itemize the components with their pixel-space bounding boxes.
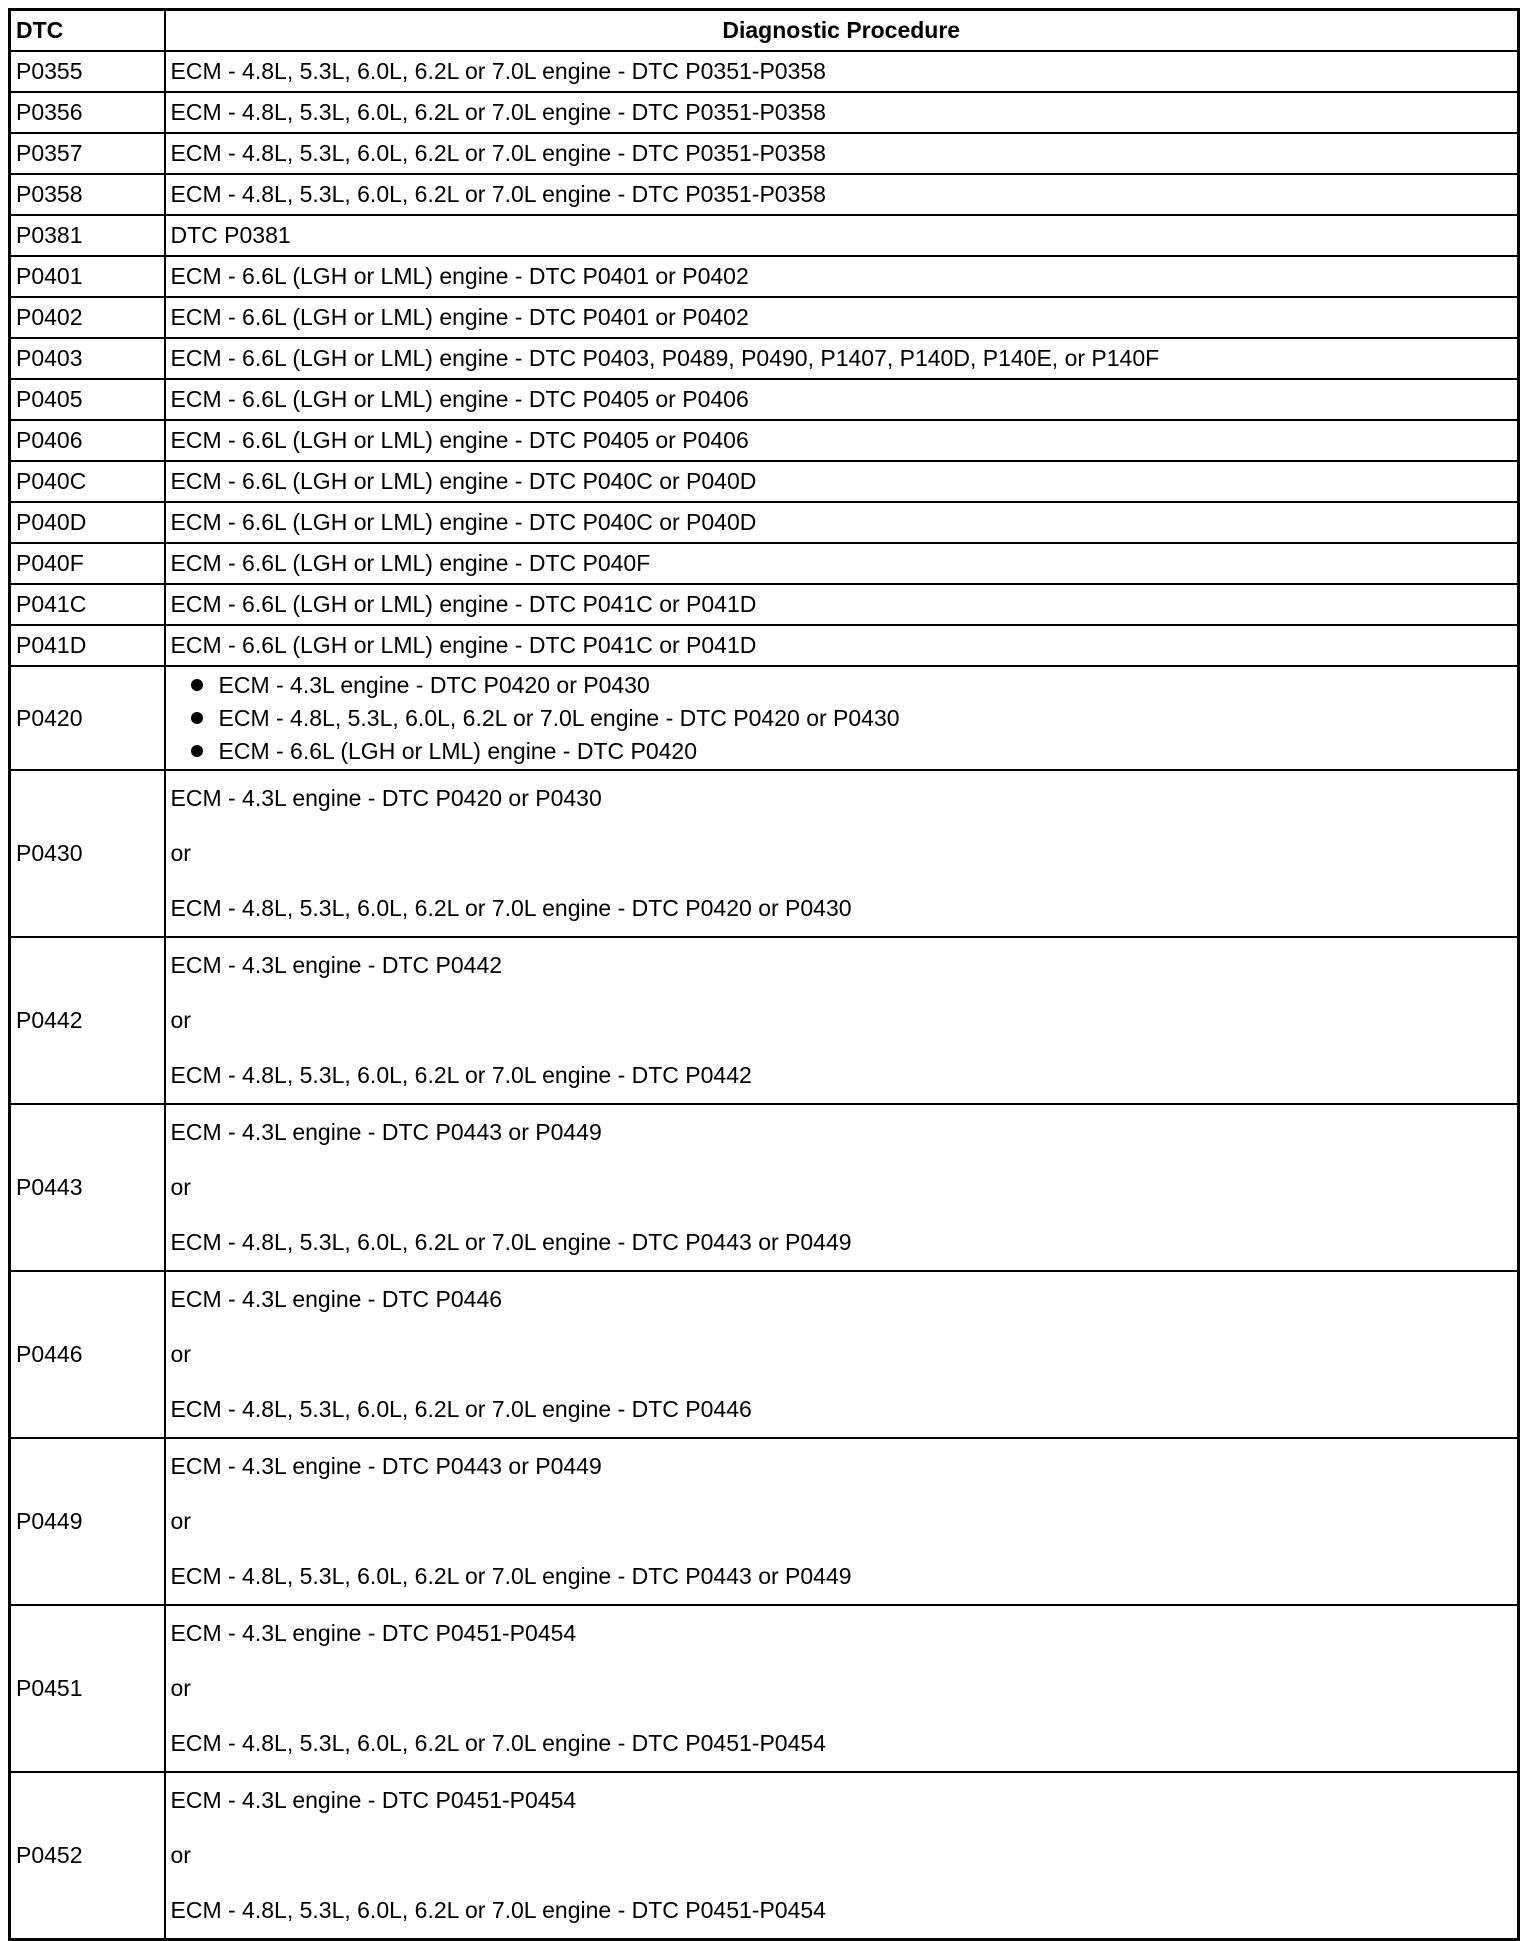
procedure-line: ECM - 4.3L engine - DTC P0451-P0454	[170, 1620, 577, 1646]
dtc-code: P0420	[10, 666, 165, 770]
procedure-line: ECM - 4.8L, 5.3L, 6.0L, 6.2L or 7.0L engine - DTC P0420 or P0430	[170, 895, 852, 921]
table-row	[10, 215, 1519, 256]
dtc-code: P0451	[10, 1605, 165, 1772]
procedure-or: or	[170, 1007, 191, 1033]
table-row	[10, 625, 1519, 666]
procedure-cell: ECM - 6.6L (LGH or LML) engine - DTC P040C or P040D	[165, 461, 1519, 502]
table-row	[10, 1271, 1519, 1438]
bullet-item: ECM - 6.6L (LGH or LML) engine - DTC P0420	[185, 735, 1513, 768]
dtc-code: P0402	[10, 297, 165, 338]
procedure-line: ECM - 4.3L engine - DTC P0446	[170, 1286, 503, 1312]
procedure-cell: ECM - 6.6L (LGH or LML) engine - DTC P0401 or P0402	[165, 256, 1519, 297]
procedure-cell	[165, 1605, 1519, 1772]
procedure-cell	[165, 666, 1519, 770]
procedure-line: ECM - 4.3L engine - DTC P0442	[170, 952, 503, 978]
dtc-code: P0381	[10, 215, 165, 256]
table-row	[10, 174, 1519, 215]
procedure-line: ECM - 4.3L engine - DTC P0443 or P0449	[170, 1453, 602, 1479]
procedure-line: ECM - 4.3L engine - DTC P0443 or P0449	[170, 1119, 602, 1145]
procedure-cell: ECM - 6.6L (LGH or LML) engine - DTC P040F	[165, 543, 1519, 584]
table-row	[10, 461, 1519, 502]
header-row	[10, 10, 1519, 52]
procedure-cell: ECM - 4.8L, 5.3L, 6.0L, 6.2L or 7.0L engine - DTC P0351-P0358	[165, 51, 1519, 92]
procedure-or: or	[170, 1675, 191, 1701]
dtc-code: P0443	[10, 1104, 165, 1271]
table-row	[10, 584, 1519, 625]
procedure-cell: ECM - 6.6L (LGH or LML) engine - DTC P0405 or P0406	[165, 420, 1519, 461]
procedure-cell: ECM - 4.8L, 5.3L, 6.0L, 6.2L or 7.0L engine - DTC P0351-P0358	[165, 174, 1519, 215]
procedure-or: or	[170, 1341, 191, 1367]
dtc-code: P0452	[10, 1772, 165, 1940]
procedure-cell	[165, 937, 1519, 1104]
table-row	[10, 937, 1519, 1104]
table-row	[10, 1772, 1519, 1940]
dtc-code: P0356	[10, 92, 165, 133]
dtc-code: P0430	[10, 770, 165, 937]
procedure-cell: ECM - 6.6L (LGH or LML) engine - DTC P0405 or P0406	[165, 379, 1519, 420]
table-row	[10, 420, 1519, 461]
table-row	[10, 666, 1519, 770]
dtc-code: P040D	[10, 502, 165, 543]
procedure-cell	[165, 770, 1519, 937]
procedure-cell: ECM - 6.6L (LGH or LML) engine - DTC P041C or P041D	[165, 584, 1519, 625]
procedure-cell	[165, 1772, 1519, 1940]
table-row	[10, 51, 1519, 92]
procedure-cell	[165, 1438, 1519, 1605]
procedure-line: ECM - 4.3L engine - DTC P0420 or P0430	[170, 785, 602, 811]
procedure-cell: ECM - 6.6L (LGH or LML) engine - DTC P040C or P040D	[165, 502, 1519, 543]
table-row	[10, 770, 1519, 937]
procedure-or: or	[170, 840, 191, 866]
procedure-line: ECM - 4.8L, 5.3L, 6.0L, 6.2L or 7.0L engine - DTC P0451-P0454	[170, 1730, 826, 1756]
dtc-code: P0358	[10, 174, 165, 215]
procedure-line: ECM - 4.8L, 5.3L, 6.0L, 6.2L or 7.0L engine - DTC P0446	[170, 1396, 752, 1422]
table-row	[10, 92, 1519, 133]
dtc-code: P0401	[10, 256, 165, 297]
procedure-cell	[165, 1271, 1519, 1438]
table-row	[10, 502, 1519, 543]
procedure-bullet-list	[171, 669, 1513, 768]
dtc-code: P0406	[10, 420, 165, 461]
procedure-cell: ECM - 4.8L, 5.3L, 6.0L, 6.2L or 7.0L engine - DTC P0351-P0358	[165, 92, 1519, 133]
table-row	[10, 1104, 1519, 1271]
procedure-cell: ECM - 6.6L (LGH or LML) engine - DTC P041C or P041D	[165, 625, 1519, 666]
dtc-code: P040F	[10, 543, 165, 584]
dtc-code: P0449	[10, 1438, 165, 1605]
procedure-or: or	[170, 1842, 191, 1868]
procedure-cell: ECM - 6.6L (LGH or LML) engine - DTC P0401 or P0402	[165, 297, 1519, 338]
table-row	[10, 256, 1519, 297]
dtc-code: P0403	[10, 338, 165, 379]
dtc-code: P0442	[10, 937, 165, 1104]
dtc-code: P0355	[10, 51, 165, 92]
bullet-item: ECM - 4.3L engine - DTC P0420 or P0430	[185, 669, 1513, 702]
header-procedure: Diagnostic Procedure	[165, 10, 1519, 52]
procedure-line: ECM - 4.8L, 5.3L, 6.0L, 6.2L or 7.0L engine - DTC P0443 or P0449	[170, 1563, 852, 1589]
procedure-or: or	[170, 1174, 191, 1200]
procedure-line: ECM - 4.3L engine - DTC P0451-P0454	[170, 1787, 577, 1813]
dtc-code: P041C	[10, 584, 165, 625]
table-row	[10, 1605, 1519, 1772]
table-row	[10, 338, 1519, 379]
procedure-or: or	[170, 1508, 191, 1534]
procedure-line: ECM - 4.8L, 5.3L, 6.0L, 6.2L or 7.0L engine - DTC P0451-P0454	[170, 1897, 826, 1923]
table-row	[10, 543, 1519, 584]
procedure-cell: ECM - 4.8L, 5.3L, 6.0L, 6.2L or 7.0L engine - DTC P0351-P0358	[165, 133, 1519, 174]
dtc-code: P0405	[10, 379, 165, 420]
procedure-cell: DTC P0381	[165, 215, 1519, 256]
dtc-code: P041D	[10, 625, 165, 666]
dtc-table	[8, 8, 1520, 1941]
table-row	[10, 1438, 1519, 1605]
procedure-line: ECM - 4.8L, 5.3L, 6.0L, 6.2L or 7.0L engine - DTC P0443 or P0449	[170, 1229, 852, 1255]
bullet-item: ECM - 4.8L, 5.3L, 6.0L, 6.2L or 7.0L engine - DTC P0420 or P0430	[185, 702, 1513, 735]
table-row	[10, 379, 1519, 420]
procedure-cell: ECM - 6.6L (LGH or LML) engine - DTC P0403, P0489, P0490, P1407, P140D, P140E, or P140F	[165, 338, 1519, 379]
table-row	[10, 297, 1519, 338]
table-row	[10, 133, 1519, 174]
dtc-code: P0446	[10, 1271, 165, 1438]
header-dtc: DTC	[10, 10, 165, 52]
dtc-code: P040C	[10, 461, 165, 502]
procedure-line: ECM - 4.8L, 5.3L, 6.0L, 6.2L or 7.0L engine - DTC P0442	[170, 1062, 752, 1088]
procedure-cell	[165, 1104, 1519, 1271]
dtc-code: P0357	[10, 133, 165, 174]
